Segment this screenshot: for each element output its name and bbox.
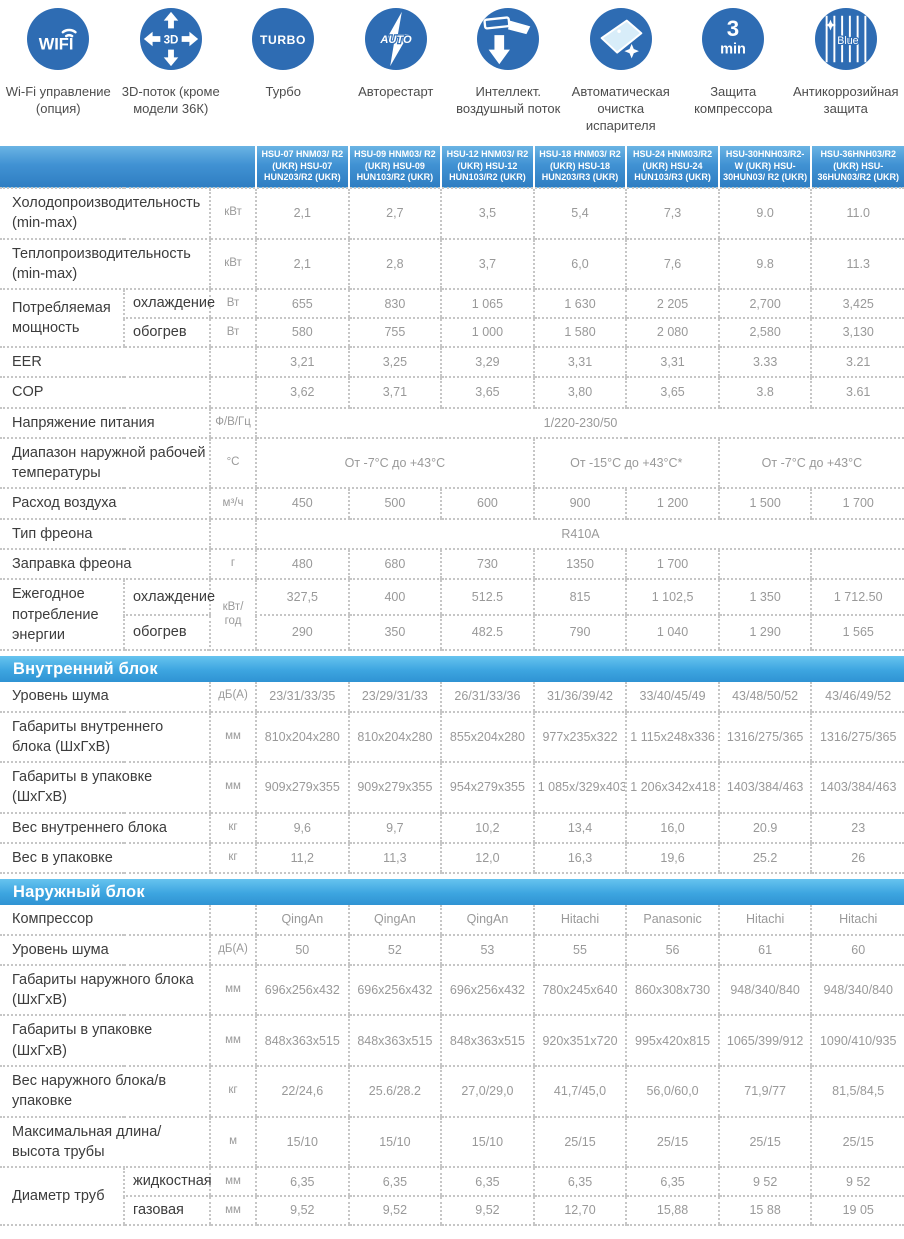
model-column-header: HSU-09 HNM03/ R2 (UKR) HSU-09 HUN103/R2 (UKR) [349, 146, 442, 188]
section-header: Внутренний блок [0, 656, 904, 682]
unit-cell: °C [210, 438, 256, 489]
feature-item [115, 8, 228, 140]
feature-item [565, 8, 678, 140]
value-cell: 1403/384/463 [719, 762, 812, 813]
value-cell: 25/15 [719, 1117, 812, 1168]
svg-text:TURBO: TURBO [260, 32, 307, 47]
value-cell: 6,35 [626, 1167, 719, 1196]
value-cell: 1316/275/365 [811, 712, 904, 763]
feature-caption: Авторестарт [358, 84, 434, 99]
svg-text:3D: 3D [163, 33, 179, 47]
value-cell: От -7°C до +43°C [719, 438, 904, 489]
value-cell: 1 102,5 [626, 579, 719, 614]
spec-row [0, 318, 904, 347]
feature-caption: Автоматическая очистка испарителя [571, 84, 670, 134]
value-cell: 2 205 [626, 289, 719, 318]
value-cell: 6,35 [441, 1167, 534, 1196]
spec-row [0, 1196, 904, 1225]
spec-row [0, 682, 904, 711]
value-cell: 9,52 [256, 1196, 349, 1225]
value-cell: 20.9 [719, 813, 812, 843]
section-header-row [0, 873, 904, 905]
value-cell: 10,2 [441, 813, 534, 843]
value-cell: 3,130 [811, 318, 904, 347]
feature-item [452, 8, 565, 140]
value-cell: 1 115x248x336 [626, 712, 719, 763]
value-cell: 2,1 [256, 239, 349, 290]
value-cell: 1 200 [626, 488, 719, 518]
value-cell: 9.0 [719, 188, 812, 239]
value-cell: 3,71 [349, 377, 442, 407]
row-label: Уровень шума [0, 682, 210, 711]
model-column-header: HSU-36HNH03/R2 (UKR) HSU-36HUN03/R2 (UKR) [811, 146, 904, 188]
value-cell: 848x363x515 [349, 1015, 442, 1066]
value-cell: 26 [811, 843, 904, 873]
value-cell: 19,6 [626, 843, 719, 873]
row-label: Холодопроизводительность (min-max) [0, 188, 210, 239]
value-cell: 5,4 [534, 188, 627, 239]
value-cell: 26/31/33/36 [441, 682, 534, 711]
value-cell: 3,65 [441, 377, 534, 407]
svg-text:3: 3 [727, 16, 740, 42]
spec-row [0, 408, 904, 438]
feature-caption: Интеллект. воздушный поток [456, 84, 561, 117]
spec-row [0, 712, 904, 763]
value-cell: 696x256x432 [349, 965, 442, 1016]
value-cell: 9.8 [719, 239, 812, 290]
value-cell: 6,35 [534, 1167, 627, 1196]
feature-icons-row [0, 0, 904, 140]
value-cell: 1 206x342x418 [626, 762, 719, 813]
value-cell: 25/15 [534, 1117, 627, 1168]
value-cell: 860x308x730 [626, 965, 719, 1016]
value-cell: 71,9/77 [719, 1066, 812, 1117]
value-cell: Hitachi [719, 905, 812, 934]
value-cell: 780x245x640 [534, 965, 627, 1016]
feature-item [2, 8, 115, 140]
row-label: Расход воздуха [0, 488, 210, 518]
header-corner-cell [0, 146, 256, 188]
row-label: COP [0, 377, 210, 407]
spec-row [0, 843, 904, 873]
value-cell: 948/340/840 [719, 965, 812, 1016]
section-header: Наружный блок [0, 879, 904, 905]
row-label: Габариты наружного блока (ШхГхВ) [0, 965, 210, 1016]
unit-cell: мм [210, 1015, 256, 1066]
value-cell: 11.3 [811, 239, 904, 290]
value-cell: 2,8 [349, 239, 442, 290]
unit-cell: кг [210, 1066, 256, 1117]
value-cell: 3,62 [256, 377, 349, 407]
spec-row [0, 579, 904, 614]
value-cell: Hitachi [811, 905, 904, 934]
unit-cell: Ф/В/Гц [210, 408, 256, 438]
row-sublabel: газовая [124, 1196, 210, 1225]
value-cell: 11,3 [349, 843, 442, 873]
spec-table [0, 146, 904, 1239]
unit-cell [210, 519, 256, 549]
row-sublabel: охлаждение [124, 289, 210, 318]
value-cell: 830 [349, 289, 442, 318]
value-cell: 1/220-230/50 [256, 408, 904, 438]
svg-text:AUTO: AUTO [380, 33, 412, 46]
value-cell: 1065/399/912 [719, 1015, 812, 1066]
value-cell: От -7°C до +43°C [256, 438, 534, 489]
value-cell: 25.6/28.2 [349, 1066, 442, 1117]
turbo-icon [252, 8, 314, 70]
value-cell: 1 350 [719, 579, 812, 614]
value-cell: 1 700 [811, 488, 904, 518]
value-cell [719, 549, 812, 579]
value-cell: 43/48/50/52 [719, 682, 812, 711]
unit-cell: кВт [210, 188, 256, 239]
value-cell: 810x204x280 [256, 712, 349, 763]
value-cell: 60 [811, 935, 904, 965]
feature-item [677, 8, 790, 140]
spec-row [0, 762, 904, 813]
value-cell: 450 [256, 488, 349, 518]
unit-cell: мм [210, 1196, 256, 1225]
value-cell: 11,2 [256, 843, 349, 873]
value-cell: 16,3 [534, 843, 627, 873]
spec-row [0, 935, 904, 965]
value-cell: 3,31 [534, 347, 627, 377]
unit-cell: Вт [210, 318, 256, 347]
value-cell: 977x235x322 [534, 712, 627, 763]
value-cell: QingAn [441, 905, 534, 934]
spec-table-body [0, 146, 904, 1239]
value-cell: 3.8 [719, 377, 812, 407]
value-cell: 1090/410/935 [811, 1015, 904, 1066]
unit-cell: кг [210, 813, 256, 843]
unit-cell: мм [210, 762, 256, 813]
value-cell: 480 [256, 549, 349, 579]
value-cell: 3,5 [441, 188, 534, 239]
value-cell: 15/10 [441, 1117, 534, 1168]
spec-row [0, 905, 904, 934]
row-label: Габариты внутреннего блока (ШхГхВ) [0, 712, 210, 763]
value-cell: 7,3 [626, 188, 719, 239]
value-cell [811, 549, 904, 579]
value-cell: 755 [349, 318, 442, 347]
feature-caption: Wi-Fi управление (опция) [5, 84, 111, 117]
value-cell: 55 [534, 935, 627, 965]
spec-row [0, 188, 904, 239]
unit-cell [210, 905, 256, 934]
row-label: Теплопроизводительность (min-max) [0, 239, 210, 290]
row-label: Вес в упаковке [0, 843, 210, 873]
spec-row [0, 615, 904, 650]
value-cell: 3.61 [811, 377, 904, 407]
value-cell: 1403/384/463 [811, 762, 904, 813]
row-label: Вес внутреннего блока [0, 813, 210, 843]
spec-row [0, 549, 904, 579]
unit-cell [210, 347, 256, 377]
value-cell: 12,0 [441, 843, 534, 873]
value-cell: Hitachi [534, 905, 627, 934]
model-header-row [0, 146, 904, 188]
value-cell: 600 [441, 488, 534, 518]
value-cell: 7,6 [626, 239, 719, 290]
value-cell: 400 [349, 579, 442, 614]
auto-clean-icon [590, 8, 652, 70]
spec-row [0, 239, 904, 290]
row-label: EER [0, 347, 210, 377]
value-cell: QingAn [349, 905, 442, 934]
feature-caption: Антикоррозийная защита [792, 84, 899, 117]
value-cell: 1 580 [534, 318, 627, 347]
spec-row [0, 1066, 904, 1117]
value-cell: 909x279x355 [349, 762, 442, 813]
value-cell: 3,31 [626, 347, 719, 377]
value-cell: 696x256x432 [256, 965, 349, 1016]
unit-cell: Вт [210, 289, 256, 318]
unit-cell: мм [210, 965, 256, 1016]
feature-caption: 3D-поток (кроме модели 36К) [121, 84, 220, 117]
row-label: Уровень шума [0, 935, 210, 965]
row-sublabel: жидкостная [124, 1167, 210, 1196]
value-cell: 3.33 [719, 347, 812, 377]
value-cell: 12,70 [534, 1196, 627, 1225]
anti-corrosion-icon [815, 8, 877, 70]
value-cell: 909x279x355 [256, 762, 349, 813]
value-cell: 848x363x515 [256, 1015, 349, 1066]
value-cell: 920x351x720 [534, 1015, 627, 1066]
value-cell: 790 [534, 615, 627, 650]
value-cell: 1 000 [441, 318, 534, 347]
value-cell: 1 040 [626, 615, 719, 650]
row-group-label: Потребляемая мощность [0, 289, 124, 347]
value-cell: 15/10 [256, 1117, 349, 1168]
value-cell: 1316/275/365 [719, 712, 812, 763]
value-cell: 1 065 [441, 289, 534, 318]
value-cell: 9 52 [811, 1167, 904, 1196]
unit-cell: кВт/ год [210, 579, 256, 650]
intelligent-airflow-icon [477, 8, 539, 70]
unit-cell: мм [210, 1167, 256, 1196]
value-cell: 9,52 [349, 1196, 442, 1225]
row-label: Габариты в упаковке (ШхГхВ) [0, 762, 210, 813]
value-cell: 2,7 [349, 188, 442, 239]
value-cell: 2,580 [719, 318, 812, 347]
value-cell: 6,35 [256, 1167, 349, 1196]
spec-row [0, 289, 904, 318]
wifi-icon [27, 8, 89, 70]
value-cell: 61 [719, 935, 812, 965]
value-cell: 9,7 [349, 813, 442, 843]
unit-cell: дБ(А) [210, 682, 256, 711]
model-column-header: HSU-30HNH03/R2-W (UKR) HSU-30HUN03/ R2 (UKR) [719, 146, 812, 188]
value-cell: 2 080 [626, 318, 719, 347]
row-label: Вес наружного блока/в упаковке [0, 1066, 210, 1117]
spec-row [0, 1015, 904, 1066]
value-cell: 33/40/45/49 [626, 682, 719, 711]
value-cell: 3,29 [441, 347, 534, 377]
value-cell: 3,21 [256, 347, 349, 377]
value-cell: 580 [256, 318, 349, 347]
value-cell: 3,7 [441, 239, 534, 290]
value-cell: 730 [441, 549, 534, 579]
value-cell: 327,5 [256, 579, 349, 614]
value-cell: 1 565 [811, 615, 904, 650]
value-cell: 9,52 [441, 1196, 534, 1225]
row-group-label: Диаметр труб [0, 1167, 124, 1225]
value-cell: Panasonic [626, 905, 719, 934]
value-cell: 3,65 [626, 377, 719, 407]
spec-row [0, 347, 904, 377]
spec-row [0, 438, 904, 489]
value-cell: 9 52 [719, 1167, 812, 1196]
svg-text:WIFI: WIFI [38, 35, 74, 54]
unit-cell: кВт [210, 239, 256, 290]
value-cell: 43/46/49/52 [811, 682, 904, 711]
model-column-header: HSU-07 HNM03/ R2 (UKR) HSU-07 HUN203/R2 (UKR) [256, 146, 349, 188]
value-cell: 56,0/60,0 [626, 1066, 719, 1117]
unit-cell: г [210, 549, 256, 579]
value-cell: 512.5 [441, 579, 534, 614]
spec-row [0, 1167, 904, 1196]
row-label: Диапазон наружной рабочей температуры [0, 438, 210, 489]
compressor-protection-icon [702, 8, 764, 70]
value-cell: 290 [256, 615, 349, 650]
value-cell: От -15°C до +43°C* [534, 438, 719, 489]
value-cell: 680 [349, 549, 442, 579]
value-cell: 27,0/29,0 [441, 1066, 534, 1117]
value-cell: 3,80 [534, 377, 627, 407]
value-cell: 696x256x432 [441, 965, 534, 1016]
value-cell: 900 [534, 488, 627, 518]
row-label: Тип фреона [0, 519, 210, 549]
unit-cell: мм [210, 712, 256, 763]
value-cell: 3.21 [811, 347, 904, 377]
value-cell: 954x279x355 [441, 762, 534, 813]
value-cell: 3,425 [811, 289, 904, 318]
value-cell: 482.5 [441, 615, 534, 650]
value-cell: QingAn [256, 905, 349, 934]
value-cell: 1 712.50 [811, 579, 904, 614]
value-cell: 848x363x515 [441, 1015, 534, 1066]
feature-item [790, 8, 903, 140]
feature-item [227, 8, 340, 140]
value-cell: 1350 [534, 549, 627, 579]
row-label: Компрессор [0, 905, 210, 934]
section-header-row [0, 650, 904, 682]
value-cell: 6,35 [349, 1167, 442, 1196]
row-label: Максимальная длина/высота трубы [0, 1117, 210, 1168]
value-cell: 50 [256, 935, 349, 965]
row-group-label: Ежегодное потребление энергии [0, 579, 124, 650]
row-label: Напряжение питания [0, 408, 210, 438]
value-cell: 15/10 [349, 1117, 442, 1168]
spec-row [0, 965, 904, 1016]
value-cell: 31/36/39/42 [534, 682, 627, 711]
3d-airflow-icon [140, 8, 202, 70]
model-column-header: HSU-12 HNM03/ R2 (UKR) HSU-12 HUN103/R2 (UKR) [441, 146, 534, 188]
row-sublabel: охлаждение [124, 579, 210, 614]
value-cell: 52 [349, 935, 442, 965]
value-cell: 500 [349, 488, 442, 518]
value-cell: 2,700 [719, 289, 812, 318]
value-cell: 855x204x280 [441, 712, 534, 763]
spec-row [0, 813, 904, 843]
unit-cell: кг [210, 843, 256, 873]
value-cell: 25/15 [811, 1117, 904, 1168]
unit-cell [210, 377, 256, 407]
value-cell: 16,0 [626, 813, 719, 843]
value-cell: 25/15 [626, 1117, 719, 1168]
row-label: Габариты в упаковке (ШхГхВ) [0, 1015, 210, 1066]
value-cell: 13,4 [534, 813, 627, 843]
unit-cell: м³/ч [210, 488, 256, 518]
value-cell: 948/340/840 [811, 965, 904, 1016]
value-cell: 995x420x815 [626, 1015, 719, 1066]
value-cell: 1 630 [534, 289, 627, 318]
value-cell: 350 [349, 615, 442, 650]
value-cell: 56 [626, 935, 719, 965]
auto-restart-icon [365, 8, 427, 70]
value-cell: 810x204x280 [349, 712, 442, 763]
value-cell: 6,0 [534, 239, 627, 290]
spec-row [0, 519, 904, 549]
value-cell: 81,5/84,5 [811, 1066, 904, 1117]
spec-row [0, 377, 904, 407]
value-cell: 815 [534, 579, 627, 614]
svg-text:Blue: Blue [837, 34, 859, 47]
value-cell: 23 [811, 813, 904, 843]
unit-cell: дБ(А) [210, 935, 256, 965]
value-cell: 655 [256, 289, 349, 318]
value-cell: 11.0 [811, 188, 904, 239]
value-cell: 1 290 [719, 615, 812, 650]
value-cell: 15 88 [719, 1196, 812, 1225]
feature-caption: Турбо [265, 84, 301, 99]
value-cell: 9,6 [256, 813, 349, 843]
value-cell: 22/24,6 [256, 1066, 349, 1117]
value-cell: 3,25 [349, 347, 442, 377]
model-column-header: HSU-18 HNM03/ R2 (UKR) HSU-18 HUN203/R3 (UKR) [534, 146, 627, 188]
feature-item [340, 8, 453, 140]
value-cell: R410A [256, 519, 904, 549]
value-cell: 41,7/45,0 [534, 1066, 627, 1117]
model-column-header: HSU-24 HNM03/R2 (UKR) HSU-24 HUN103/R3 (UKR) [626, 146, 719, 188]
value-cell: 1 085x/329x403 [534, 762, 627, 813]
value-cell: 53 [441, 935, 534, 965]
value-cell: 23/29/31/33 [349, 682, 442, 711]
spec-row [0, 488, 904, 518]
unit-cell: м [210, 1117, 256, 1168]
row-label: Заправка фреона [0, 549, 210, 579]
value-cell: 19 05 [811, 1196, 904, 1225]
spec-row [0, 1117, 904, 1168]
value-cell: 1 500 [719, 488, 812, 518]
value-cell: 2,1 [256, 188, 349, 239]
feature-caption: Защита компрессора [694, 84, 773, 117]
svg-text:min: min [720, 41, 747, 58]
row-sublabel: обогрев [124, 318, 210, 347]
value-cell: 25.2 [719, 843, 812, 873]
table-tail-spacer [0, 1225, 904, 1239]
row-sublabel: обогрев [124, 615, 210, 650]
value-cell: 1 700 [626, 549, 719, 579]
value-cell: 15,88 [626, 1196, 719, 1225]
value-cell: 23/31/33/35 [256, 682, 349, 711]
